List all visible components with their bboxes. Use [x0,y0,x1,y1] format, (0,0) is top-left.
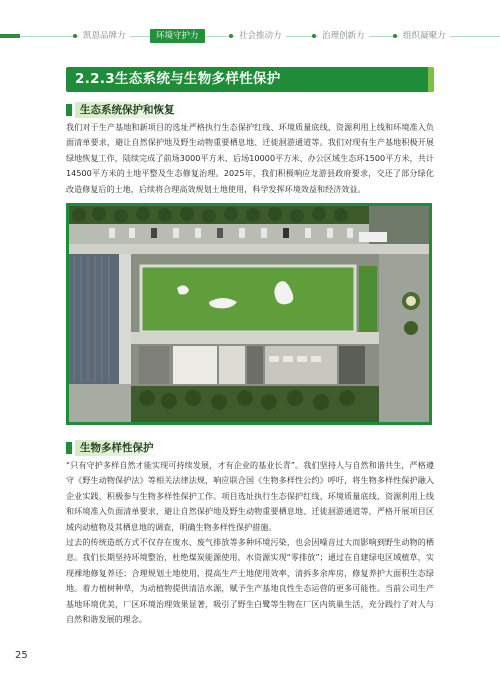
biodiversity-paragraph-2: 过去的传统造纸方式不仅存在废水、废气排放等多种环境污染，也会因噪音过大而影响到野生动物的栖息。我们长期坚持环境整治，杜绝煤炭能源使用，水资源实现“零排放”；通过在自建绿电区域植草，实现裸地修复养还；合理规划土地使用，提高生产土地使用效率，清拆多余库房，修复养护大面积生态绿地。着力植树种草，为动植物提供清洁水源，赋予生产基地良性生态运营的更多可能性。当前公司生产基地环境优美，厂区环境治理效果显著，吸引了野生白鹭等生物在厂区内筑巢生活，充分践行了对人与自然和谐发展的理念。 [66,538,434,625]
subheading-biodiversity [66,440,434,456]
biodiversity-paragraph-1: “只有守护多样自然才能实现可持续发展，才有企业的基业长青”。我们坚持人与自然和谐共生，严格遵守《野生动物保护法》等相关法律法规，响应联合国《生物多样性公约》呼吁，将生物多样性保护融入企业实践，积极参与生物多样性保护工作。项目选址执行生态保护红线、环境质量底线、资源利用上线和环境准入负面清单要求，避让自然保护地及野生动物重要栖息地、迁徙洄游通道等，严格开展项目区域内动植物及其栖息地的调查，明确生物多样性保护措施。 [66,461,434,532]
nav-dot [229,34,233,38]
subheading-ecosystem [66,102,434,118]
nav-item-organization[interactable]: 组织凝聚力 [399,29,450,43]
section-title: 2.2.3生态系统与生物多样性保护 [75,71,281,87]
ecosystem-paragraph: 我们对于生产基地和新项目的选址严格执行生态保护红线、环境质量底线、资源利用上线和环境准入负面清单要求，避让自然保护地及野生动物重要栖息地、迁徙洄游通道等。我们对现有生产基地积极开展绿地恢复工作，陆续完成了前场3000平方米、后场10000平方米、办公区域生态环1500平方米，共计14500平方米的土地平整及生态修复治理。2025年，我们积极响应龙游县政府要求，交还了部分绿化改造修复后的土地，后续将合理高效规划土地使用，科学发挥环境效益和经济效益。 [66,123,434,194]
nav-line-accent [0,34,20,38]
nav-dot [312,34,316,38]
subheading-marker [66,104,72,116]
section-banner [66,67,434,92]
nav-dot [73,34,77,38]
nav-item-governance[interactable]: 治理创新力 [318,29,369,43]
subheading-label: 生态系统保护和恢复 [75,102,181,118]
nav-item-brand[interactable]: 凯恩品牌力 [79,29,130,43]
nav-dot [393,34,397,38]
subheading-marker [66,442,72,454]
nav-item-environment[interactable]: 环境守护力 [150,29,205,43]
banner-accent [428,67,434,92]
nav-item-society[interactable]: 社会推动力 [235,29,286,43]
aerial-illustration [69,206,429,422]
factory-aerial-photo [66,203,432,425]
chapter-nav [0,29,500,43]
page-number: 25 [15,650,28,661]
subheading-label: 生物多样性保护 [75,440,160,456]
